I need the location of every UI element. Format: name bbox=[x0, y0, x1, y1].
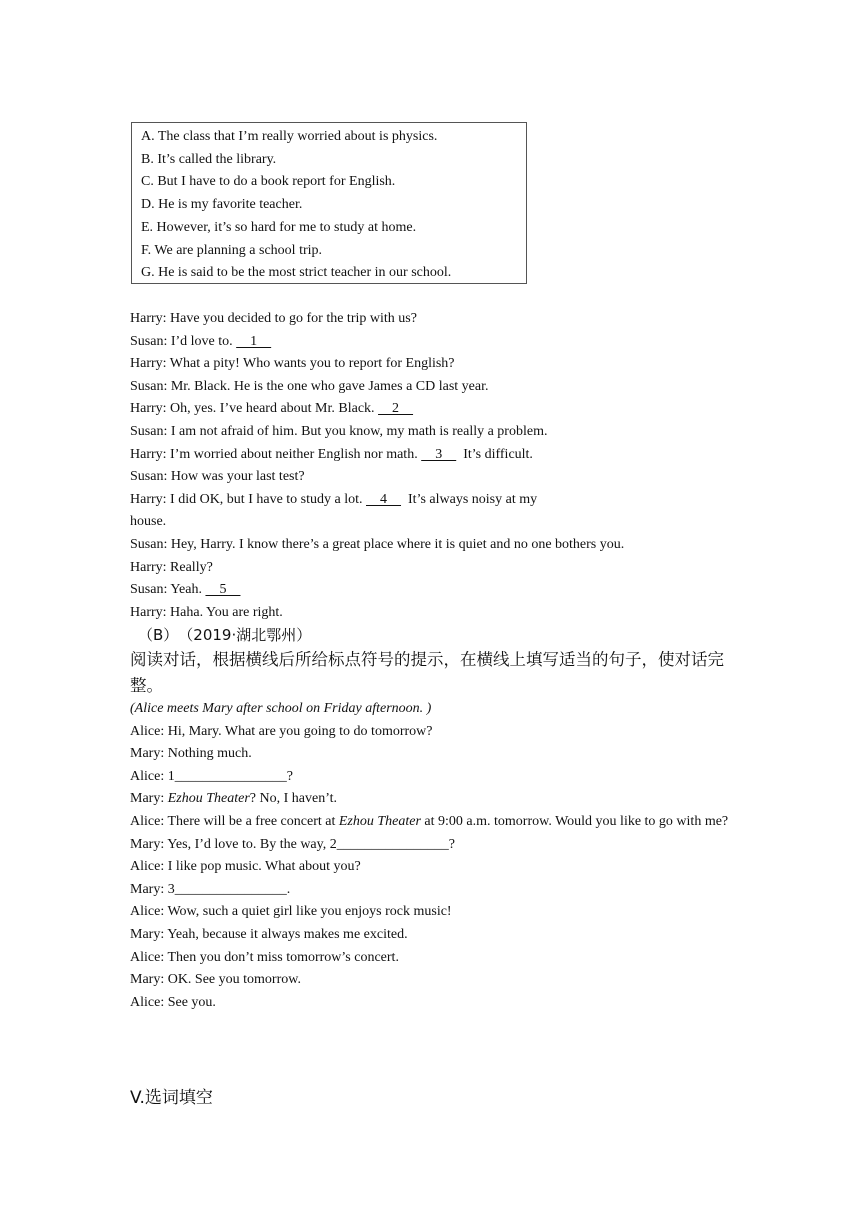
scene-note: (Alice meets Mary after school on Friday afternoon. ) bbox=[130, 701, 432, 716]
option-c: C. But I have to do a book report for English. bbox=[141, 174, 396, 190]
dialog-line bbox=[130, 398, 730, 421]
dialog-line: Mary: OK. See you tomorrow. bbox=[130, 972, 301, 988]
dialog-line: Susan: How was your last test? bbox=[130, 469, 305, 485]
blank-4[interactable]: 4 bbox=[366, 491, 402, 507]
dialog-line: Susan: Mr. Black. He is the one who gave James a CD last year. bbox=[130, 378, 489, 394]
dialog-text: Mary: Yes, I’d love to. By the way, 2 bbox=[130, 836, 337, 852]
options-box bbox=[131, 122, 527, 284]
dialog-line: Susan: Hey, Harry. I know there’s a great place where it is quiet and no one bothers you. bbox=[130, 536, 625, 552]
blank-b1[interactable]: ________________ bbox=[174, 768, 287, 784]
dialog-line: Harry: Have you decided to go for the trip with us? bbox=[130, 311, 417, 326]
dialog-line: Harry: Really? bbox=[130, 559, 213, 575]
dialog-line bbox=[130, 879, 740, 902]
option-f: F. We are planning a school trip. bbox=[141, 242, 323, 258]
dialog-line bbox=[130, 579, 730, 602]
dialog-text: . bbox=[286, 881, 291, 897]
dialog-line: Alice: Then you don’t miss tomorrow’s concert. bbox=[130, 949, 399, 965]
dialog-line: house. bbox=[130, 514, 167, 530]
blank-2[interactable]: 2 bbox=[378, 401, 414, 417]
dialog-text: Alice: 1 bbox=[130, 768, 175, 784]
dialog-text: ? No, I haven’t. bbox=[249, 791, 337, 807]
blank-1[interactable]: 1 bbox=[236, 333, 272, 349]
dialog-text: Harry: I did OK, but I have to study a lot. bbox=[130, 491, 367, 507]
dialog-line: Harry: What a pity! Who wants you to report for English? bbox=[130, 356, 455, 372]
dialog-text-italic: Ezhou Theater bbox=[167, 791, 250, 807]
dialog-text: It’s difficult. bbox=[456, 446, 533, 462]
option-e: E. However, it’s so hard for me to study at home. bbox=[141, 219, 417, 235]
dialog-text: Mary: bbox=[130, 791, 168, 807]
blank-5[interactable]: 5 bbox=[205, 582, 241, 598]
dialog-line: Mary: Nothing much. bbox=[130, 746, 252, 762]
option-g: G. He is said to be the most strict teacher in our school. bbox=[141, 265, 452, 281]
dialog-line: Mary: Yeah, because it always makes me excited. bbox=[130, 926, 408, 942]
dialog-line: Alice: I like pop music. What about you? bbox=[130, 859, 361, 875]
dialog-line bbox=[130, 489, 730, 512]
dialog-text: It’s always noisy at my bbox=[401, 491, 538, 507]
dialog-line bbox=[130, 811, 740, 834]
dialog-line bbox=[130, 834, 740, 857]
section-5-heading: V.选词填空 bbox=[130, 1088, 213, 1108]
dialog-text: Susan: Yeah. bbox=[130, 582, 206, 598]
section-b bbox=[130, 624, 740, 1014]
dialog-text: Susan: I’d love to. bbox=[130, 333, 237, 349]
option-a: A. The class that I’m really worried about is physics. bbox=[141, 129, 438, 144]
dialog-text: Alice: There will be a free concert at bbox=[130, 813, 339, 829]
blank-b2[interactable]: ________________ bbox=[336, 836, 449, 852]
section-b-heading: （B） （2019·湖北鄂州） bbox=[138, 626, 312, 644]
dialog-line bbox=[130, 331, 730, 354]
dialog-text: at 9:00 a.m. tomorrow. Would you like to go with me? bbox=[420, 813, 729, 829]
dialog-line: Alice: Hi, Mary. What are you going to do tomorrow? bbox=[130, 723, 433, 739]
dialog-line bbox=[130, 788, 740, 811]
blank-b3[interactable]: ________________ bbox=[174, 881, 287, 897]
dialog-line: Harry: Haha. You are right. bbox=[130, 604, 283, 620]
dialog-text: ? bbox=[286, 768, 293, 784]
dialog-text: Harry: I’m worried about neither English nor math. bbox=[130, 446, 422, 462]
blank-3[interactable]: 3 bbox=[421, 446, 457, 462]
dialog-line: Alice: Wow, such a quiet girl like you enjoys rock music! bbox=[130, 904, 452, 920]
option-b: B. It’s called the library. bbox=[141, 151, 277, 167]
dialog-line bbox=[130, 766, 740, 789]
dialog-text-italic: Ezhou Theater bbox=[338, 813, 421, 829]
dialog-line: Susan: I am not afraid of him. But you know, my math is really a problem. bbox=[130, 423, 548, 439]
option-d: D. He is my favorite teacher. bbox=[141, 197, 303, 213]
dialog-a bbox=[130, 308, 730, 624]
dialog-line bbox=[130, 444, 730, 467]
dialog-text: ? bbox=[448, 836, 455, 852]
dialog-line: Alice: See you. bbox=[130, 994, 216, 1010]
dialog-text: Harry: Oh, yes. I’ve heard about Mr. Black. bbox=[130, 401, 379, 417]
section-b-instruction: 阅读对话，根据横线后所给标点符号的提示，在横线上填写适当的句子，使对话完整。 bbox=[130, 650, 724, 695]
dialog-text: Mary: 3 bbox=[130, 881, 175, 897]
